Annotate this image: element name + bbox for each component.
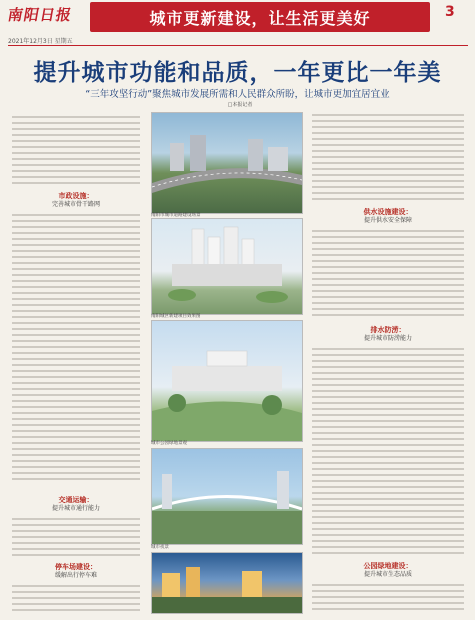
lead-paragraph <box>12 114 140 184</box>
newspaper-logo: 南阳日报 <box>6 6 74 24</box>
park-illustration <box>152 321 302 441</box>
section-subtitle: 缓解出行停车难 <box>54 572 97 579</box>
photo-caption: 城市公园绿地景观 <box>151 441 187 446</box>
banner-title: 城市更新建设，让生活更美好 <box>149 9 371 28</box>
section-subtitle: 提升城市防涝能力 <box>363 335 412 342</box>
dateline: 2021年12月3日 星期五 <box>8 36 468 46</box>
photo-night <box>151 552 303 614</box>
bridge-illustration <box>152 449 302 544</box>
section-title: 排水防涝： <box>370 326 406 334</box>
subheadline: “三年攻坚行动”聚焦城市发展所需和人民群众所盼，让城市更加宜居宜业 <box>85 89 390 100</box>
article-body <box>12 583 140 613</box>
section-title: 供水设施建设： <box>363 208 413 216</box>
headline: 提升城市功能和品质，一年更比一年美 <box>33 60 442 86</box>
section-subtitle: 提升供水安全保障 <box>363 217 412 224</box>
photo-caption: 城市夜景 <box>151 545 169 550</box>
night-illustration <box>152 553 302 613</box>
section-title: 交通运输： <box>58 496 94 504</box>
buildings-illustration <box>152 219 302 314</box>
photo-caption: 南阳城区新建项目效果图 <box>151 314 201 319</box>
section-subtitle: 提升城市生态品质 <box>363 571 412 578</box>
photo-park <box>151 320 303 442</box>
page-number: 3 <box>445 4 455 20</box>
article-body <box>312 346 464 556</box>
photo-caption: 南阳市城市道路建设场景 <box>151 213 201 218</box>
article-body <box>312 112 464 202</box>
photo-bridge <box>151 448 303 545</box>
article-body <box>12 212 140 482</box>
section-title: 市政设施： <box>58 192 94 200</box>
section-title: 停车场建设： <box>55 563 97 571</box>
byline: □本报记者 <box>227 102 253 108</box>
section-subtitle: 提升城市通行能力 <box>51 505 100 512</box>
photo-road <box>151 112 303 214</box>
article-body <box>312 582 464 612</box>
photo-buildings <box>151 218 303 315</box>
article-body <box>12 516 140 556</box>
section-title: 公园绿地建设： <box>363 562 413 570</box>
road-illustration <box>152 113 302 213</box>
section-subtitle: 完善城市骨干路网 <box>51 201 100 208</box>
article-body <box>312 228 464 318</box>
